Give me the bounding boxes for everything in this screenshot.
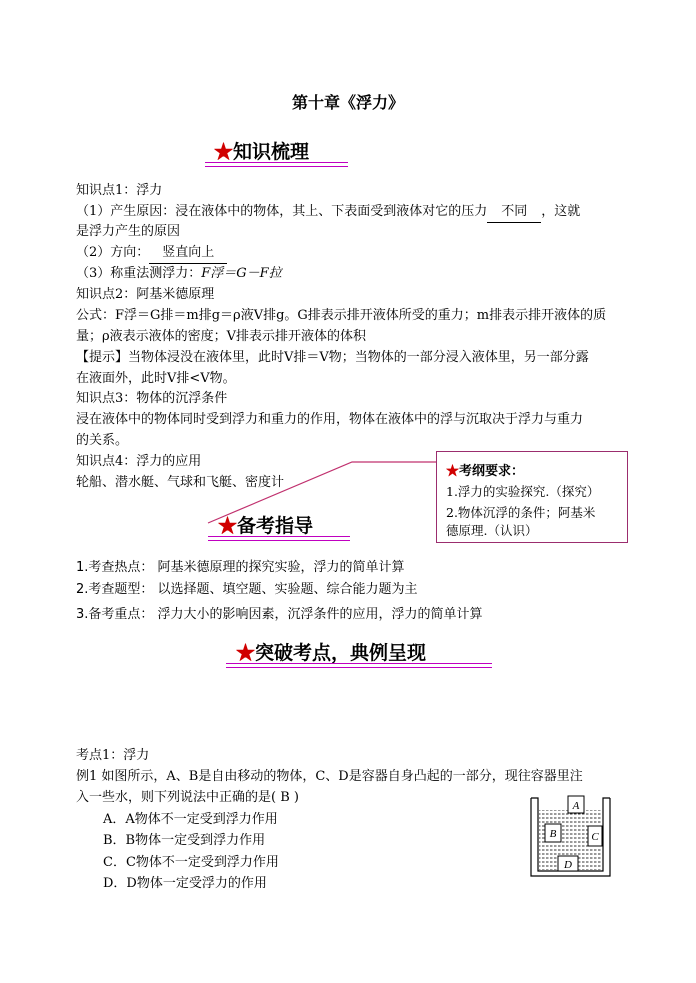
figure-label-b: B [549, 828, 557, 840]
star-icon: ★ [214, 141, 234, 163]
requirement-item-cont: 德原理.（认识） [446, 523, 538, 538]
section-rule [226, 667, 492, 668]
knowledge-point-2-tip: 【提示】当物体浸没在液体里，此时V排＝V物；当物体的一部分浸入液体里，另一部分露 [76, 350, 589, 365]
section-rule [208, 536, 350, 537]
star-icon: ★ [446, 464, 460, 479]
knowledge-point-4-title: 知识点4：浮力的应用 [76, 454, 202, 469]
knowledge-point-2-tip-cont: 在液面外，此时V排<V物。 [76, 371, 236, 386]
knowledge-point-4-text: 轮船、潜水艇、气球和飞艇、密度计 [76, 475, 285, 490]
option-d: D．D物体一定受浮力的作用 [103, 876, 267, 891]
requirements-title: ★考纲要求： [446, 464, 525, 479]
answer-blank: 不同 [487, 201, 541, 223]
formula: F浮＝G－F拉 [201, 266, 282, 281]
example-stem-cont: 入一些水，则下列说法中正确的是( B ) [76, 790, 299, 805]
figure-label-d: D [564, 859, 572, 871]
chapter-title: 第十章《浮力》 [291, 93, 404, 112]
section-heading-examples [236, 638, 426, 665]
answer-blank: 竖直向上 [149, 242, 227, 264]
section-rule [208, 540, 350, 541]
knowledge-point-2-formula: 公式：F浮＝G排＝m排g＝ρ液V排g。G排表示排开液体所受的重力；m排表示排开液体的质 [76, 308, 607, 323]
knowledge-point-1-cause: （1）产生原因：浸在液体中的物体，其上、下表面受到液体对它的压力 不同 ，这就 [76, 201, 580, 223]
knowledge-point-3-title: 知识点3：物体的沉浮条件 [76, 391, 228, 406]
section-label: 备考指导 [237, 515, 314, 537]
option-a: A．A物体不一定受到浮力作用 [103, 812, 278, 827]
exam-requirements-box [436, 451, 628, 543]
knowledge-point-1-cause-cont: 是浮力产生的原因 [76, 224, 181, 239]
example-stem: 例1 如图所示，A、B是自由移动的物体，C、D是容器自身凸起的一部分，现往容器里注 [76, 769, 583, 784]
option-b: B．B物体一定受到浮力作用 [103, 833, 266, 848]
section-label: 知识梳理 [233, 141, 310, 163]
figure-label-c: C [591, 831, 599, 843]
requirement-item: 1.浮力的实验探究.（探究） [446, 484, 600, 499]
figure-label-a: A [572, 800, 580, 812]
knowledge-point-2-formula-cont: 量；ρ液表示液体的密度；V排表示排开液体的体积 [76, 329, 367, 344]
guide-hot: 1.考查热点： 阿基米德原理的探究实验，浮力的简单计算 [76, 560, 405, 575]
knowledge-point-3-text-cont: 的关系。 [76, 433, 129, 448]
section-rule [226, 663, 492, 664]
knowledge-point-3-text: 浸在液体中的物体同时受到浮力和重力的作用，物体在液体中的浮与沉取决于浮力与重力 [76, 412, 584, 427]
option-c: C．C物体不一定受到浮力作用 [103, 855, 279, 870]
guide-focus: 3.备考重点： 浮力大小的影响因素，沉浮条件的应用，浮力的简单计算 [76, 607, 483, 622]
example-point-title: 考点1：浮力 [76, 748, 150, 763]
star-icon: ★ [236, 642, 256, 664]
knowledge-point-2-title: 知识点2：阿基米德原理 [76, 287, 215, 302]
section-label: 突破考点，典例呈现 [255, 642, 427, 664]
guide-types: 2.考查题型： 以选择题、填空题、实验题、综合能力题为主 [76, 582, 418, 597]
star-icon: ★ [218, 515, 238, 537]
container-figure [530, 792, 612, 878]
knowledge-point-1-direction: （2）方向： 竖直向上 [76, 242, 227, 264]
knowledge-point-1-weigh: （3）称重法测浮力：F浮＝G－F拉 [76, 266, 282, 281]
section-heading-guide [218, 511, 313, 538]
knowledge-point-1-title: 知识点1：浮力 [76, 183, 163, 198]
requirement-item: 2.物体沉浮的条件；阿基米 [446, 505, 596, 520]
